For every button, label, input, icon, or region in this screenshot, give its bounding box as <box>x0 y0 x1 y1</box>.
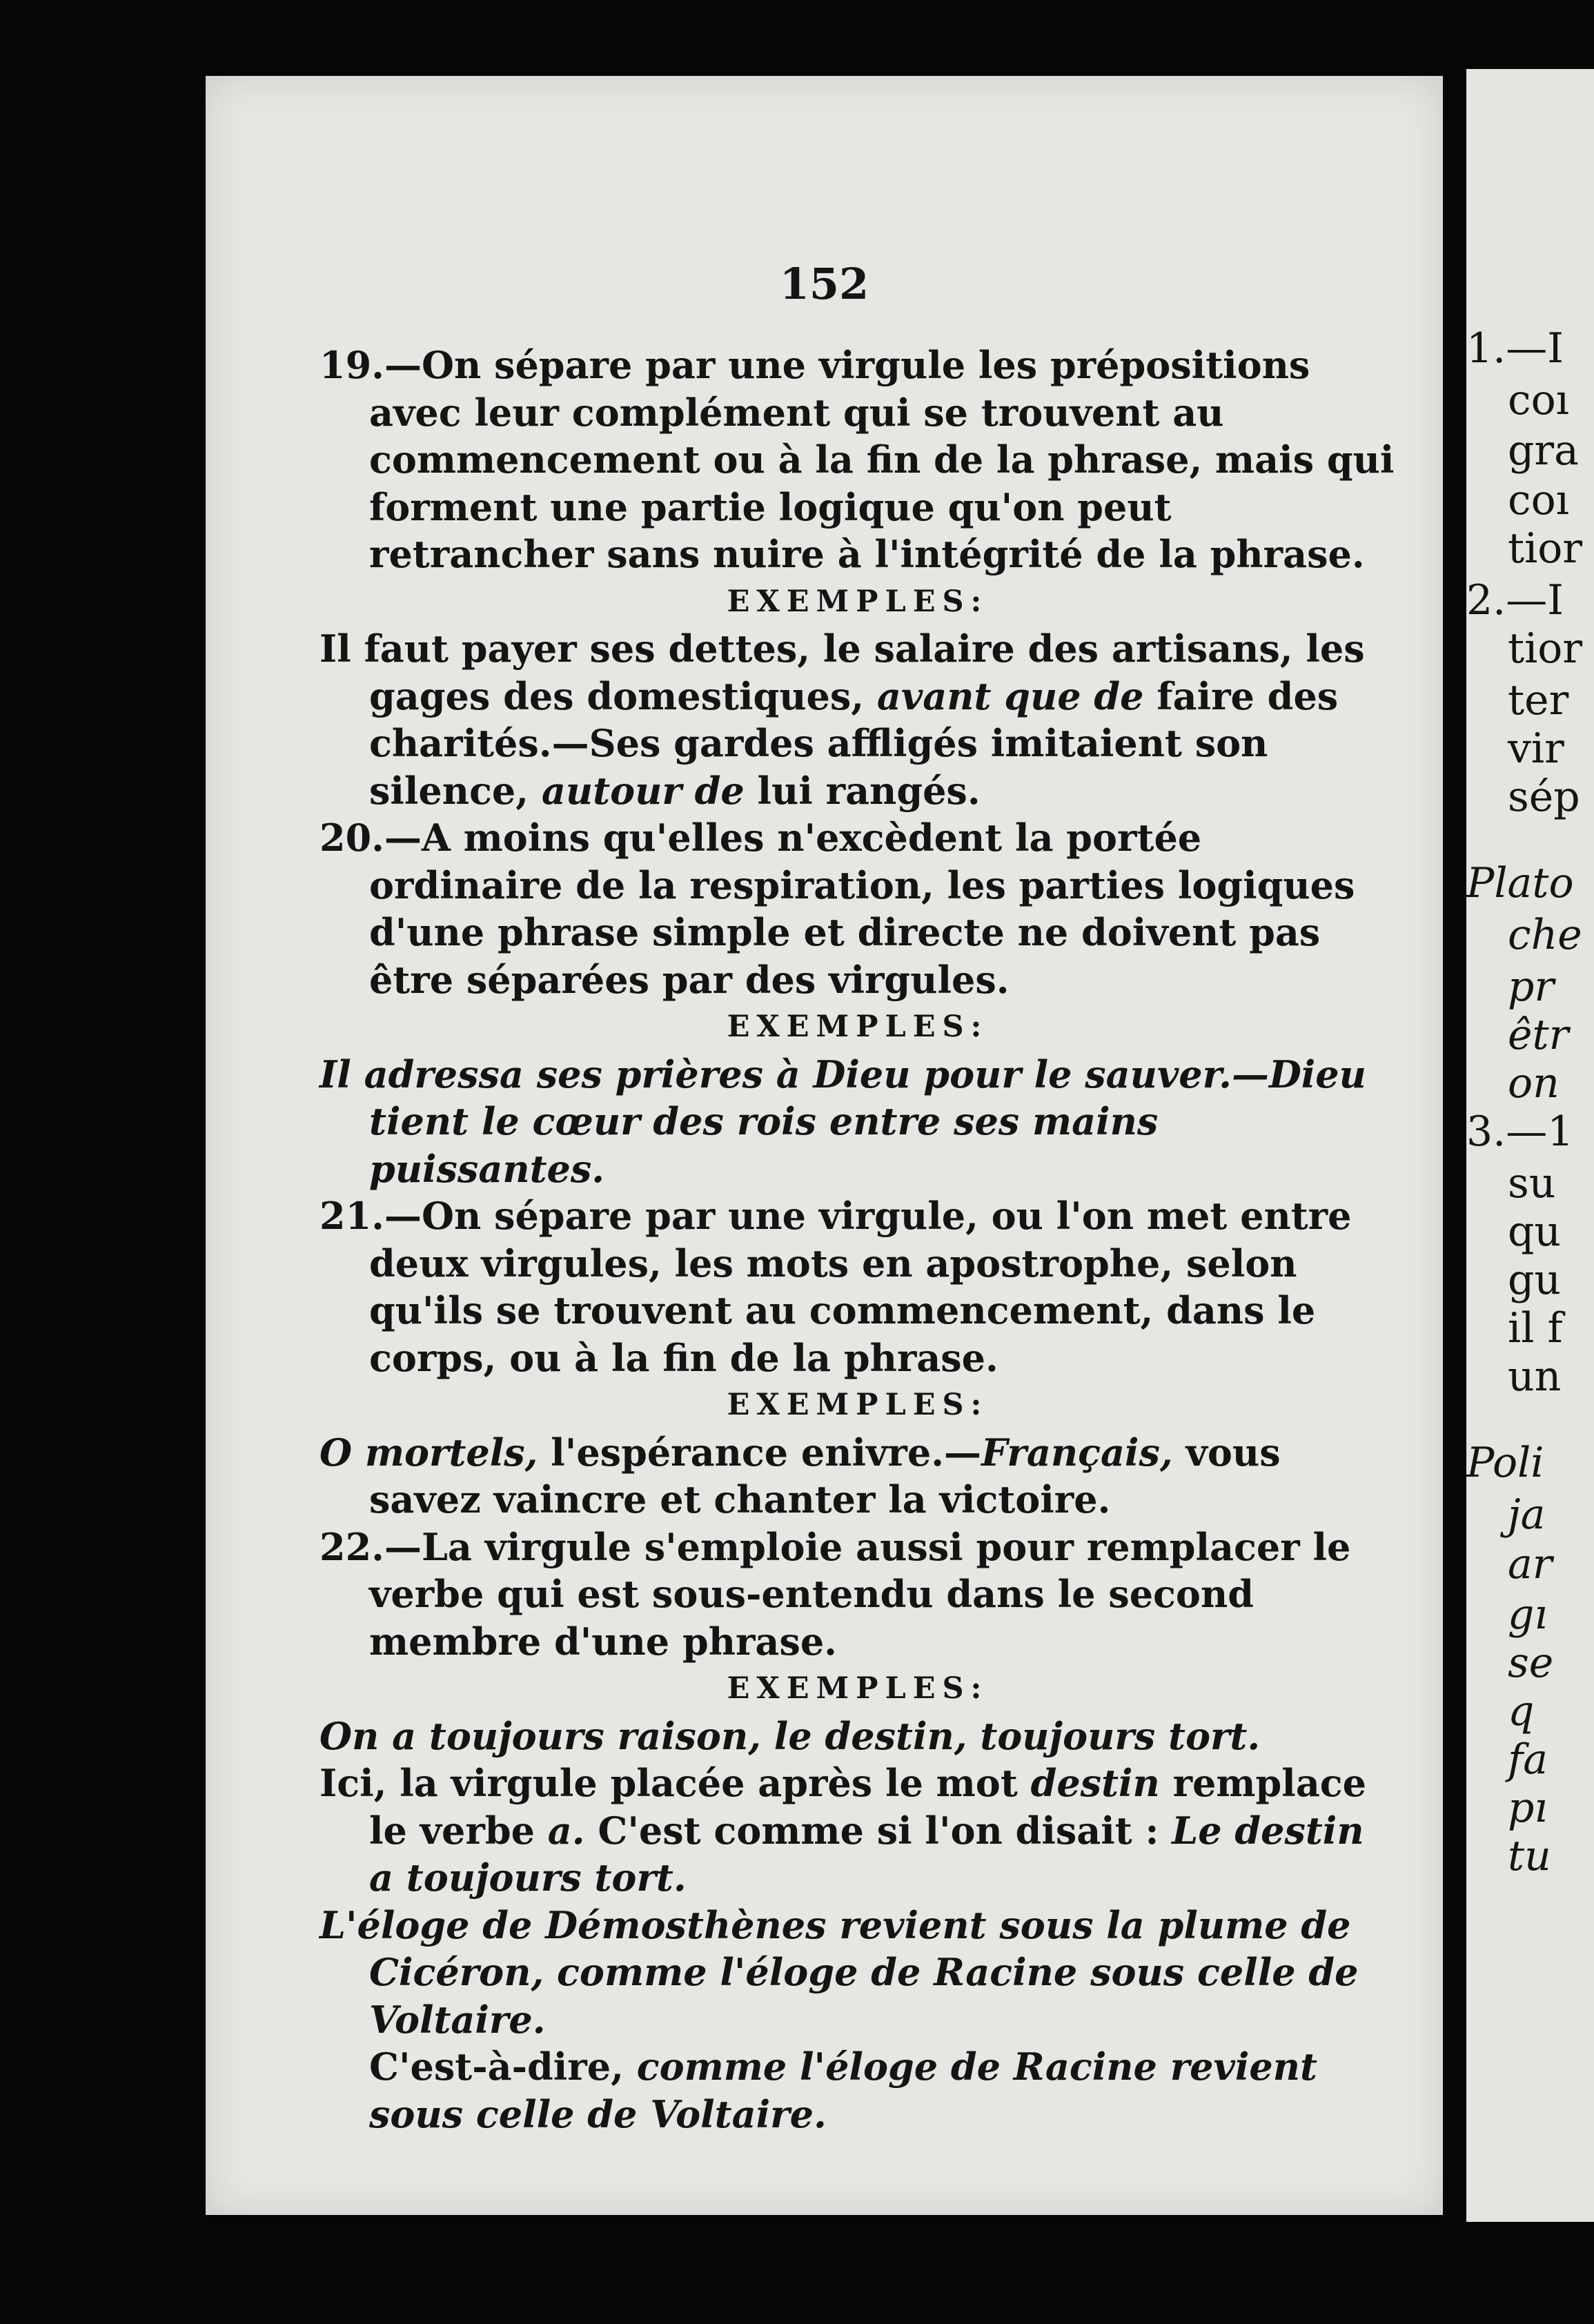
examples-heading: EXEMPLES: <box>727 1671 989 1706</box>
right-page-fragment: il f <box>1508 1304 1563 1352</box>
note-italic: comme l'éloge de Racine revient sous celle de Voltaire. <box>369 2045 1317 2136</box>
example-text: l'espérance enivre.— <box>538 1430 982 1475</box>
example-italic: O mortels, <box>319 1430 538 1475</box>
right-page-fragment: coı <box>1508 476 1569 524</box>
page-body <box>319 342 1396 2138</box>
note-text: Ici, la virgule placée après le mot <box>319 1761 1031 1805</box>
example-23: L'éloge de Démosthènes revient sous la plume de Cicéron, comme l'éloge de Racine sous celle de Voltaire. <box>319 1902 1359 2042</box>
examples-heading: EXEMPLES: <box>727 1388 989 1422</box>
right-page-fragment: fa <box>1508 1735 1548 1784</box>
rule-19 <box>319 342 1396 578</box>
right-page-fragment: sép <box>1508 773 1580 821</box>
right-page-fragment: vir <box>1508 725 1564 773</box>
rule-text: —A moins qu'elles n'excèdent la portée ordinaire de la respiration, les parties logiques d'une phrase simple et directe ne doivent pas être séparées par des virgules. <box>369 816 1355 1002</box>
note-text: remplace le verbe <box>369 1761 1367 1853</box>
right-page-fragment: q <box>1508 1687 1535 1735</box>
right-page-fragment: gra <box>1508 426 1579 475</box>
rule-number: 20. <box>319 816 384 860</box>
book-page-left <box>206 76 1443 2215</box>
example-italic: avant que de <box>876 673 1144 718</box>
explanation-note <box>319 1760 1396 1902</box>
rule-text: —On sépare par une virgule, ou l'on met entre deux virgules, les mots en apostrophe, selon qu'ils se trouvent au commencement, dans le corps, ou à la fin de la phrase. <box>369 1194 1352 1380</box>
right-page-fragment: un <box>1508 1352 1562 1401</box>
example-21 <box>319 1429 1396 1524</box>
right-page-fragment: Poli <box>1466 1439 1544 1487</box>
example-text: Il faut payer ses dettes, le salaire des artisans, les gages des domestiques, <box>319 627 1365 718</box>
rule-number: 22. <box>319 1524 384 1569</box>
note-italic: destin <box>1030 1761 1160 1805</box>
examples-heading: EXEMPLES: <box>727 1010 989 1044</box>
example-italic: autour de <box>541 768 745 813</box>
note-italic: Le destin a toujours tort. <box>369 1808 1364 1900</box>
right-page-fragment: Plato <box>1466 859 1574 907</box>
example-text: vous savez vaincre et chanter la victoire. <box>369 1430 1281 1522</box>
rule-21 <box>319 1192 1396 1381</box>
right-page-fragment: pı <box>1508 1784 1548 1832</box>
rule-text: —On sépare par une virgule les prépositions avec leur complément qui se trouvent au commencement ou à la fin de la phrase, mais qui forment une partie logique qu'on peut retrancher sans nuire à l'intégrité de la phrase. <box>369 343 1395 576</box>
book-page-right-fragment <box>1466 69 1594 2222</box>
note-text: C'est-à-dire, <box>369 2045 637 2089</box>
right-page-fragment: tior <box>1508 624 1583 673</box>
right-page-fragment: coı <box>1508 376 1569 424</box>
rule-20 <box>319 814 1396 1003</box>
note-text: C'est comme si l'on disait : <box>584 1808 1172 1853</box>
example-23-note <box>319 2043 1396 2138</box>
right-page-fragment: 1.—I <box>1466 324 1564 373</box>
rule-text: —La virgule s'emploie aussi pour remplacer le verbe qui est sous-entendu dans le second membre d'une phrase. <box>369 1524 1351 1664</box>
rule-22 <box>319 1524 1396 1666</box>
right-page-fragment: êtr <box>1508 1011 1569 1059</box>
right-page-fragment: che <box>1508 911 1582 959</box>
rule-number: 19. <box>319 343 384 387</box>
rule-number: 21. <box>319 1194 384 1238</box>
right-page-fragment: qu <box>1508 1208 1562 1256</box>
right-page-fragment: gu <box>1508 1256 1562 1304</box>
right-page-fragment: ar <box>1508 1540 1553 1588</box>
example-22: On a toujours raison, le destin, toujours tort. <box>319 1713 1261 1758</box>
example-text: faire des charités.—Ses gardes affligés imitaient son silence, <box>369 673 1339 813</box>
examples-heading: EXEMPLES: <box>727 584 989 619</box>
right-page-fragment: on <box>1508 1059 1559 1107</box>
right-page-fragment: su <box>1508 1159 1556 1208</box>
right-page-fragment: pr <box>1508 963 1555 1011</box>
example-20: Il adressa ses prières à Dieu pour le sauver.—Dieu tient le cœur des rois entre ses mains puissantes. <box>319 1052 1366 1191</box>
right-page-fragment: 2.—I <box>1466 576 1564 624</box>
right-page-fragment: 3.—1 <box>1466 1107 1574 1156</box>
example-text: lui rangés. <box>744 768 981 813</box>
right-page-fragment: se <box>1508 1639 1554 1687</box>
example-italic: Français, <box>981 1430 1173 1475</box>
note-italic: a. <box>547 1808 585 1853</box>
right-page-fragment: ja <box>1508 1490 1546 1539</box>
right-page-fragment: tior <box>1508 524 1583 573</box>
example-19 <box>319 625 1396 814</box>
page-number: 152 <box>779 259 869 309</box>
right-page-fragment: ter <box>1508 676 1569 725</box>
right-page-fragment: tu <box>1508 1832 1551 1880</box>
right-page-fragment: gı <box>1508 1591 1548 1639</box>
